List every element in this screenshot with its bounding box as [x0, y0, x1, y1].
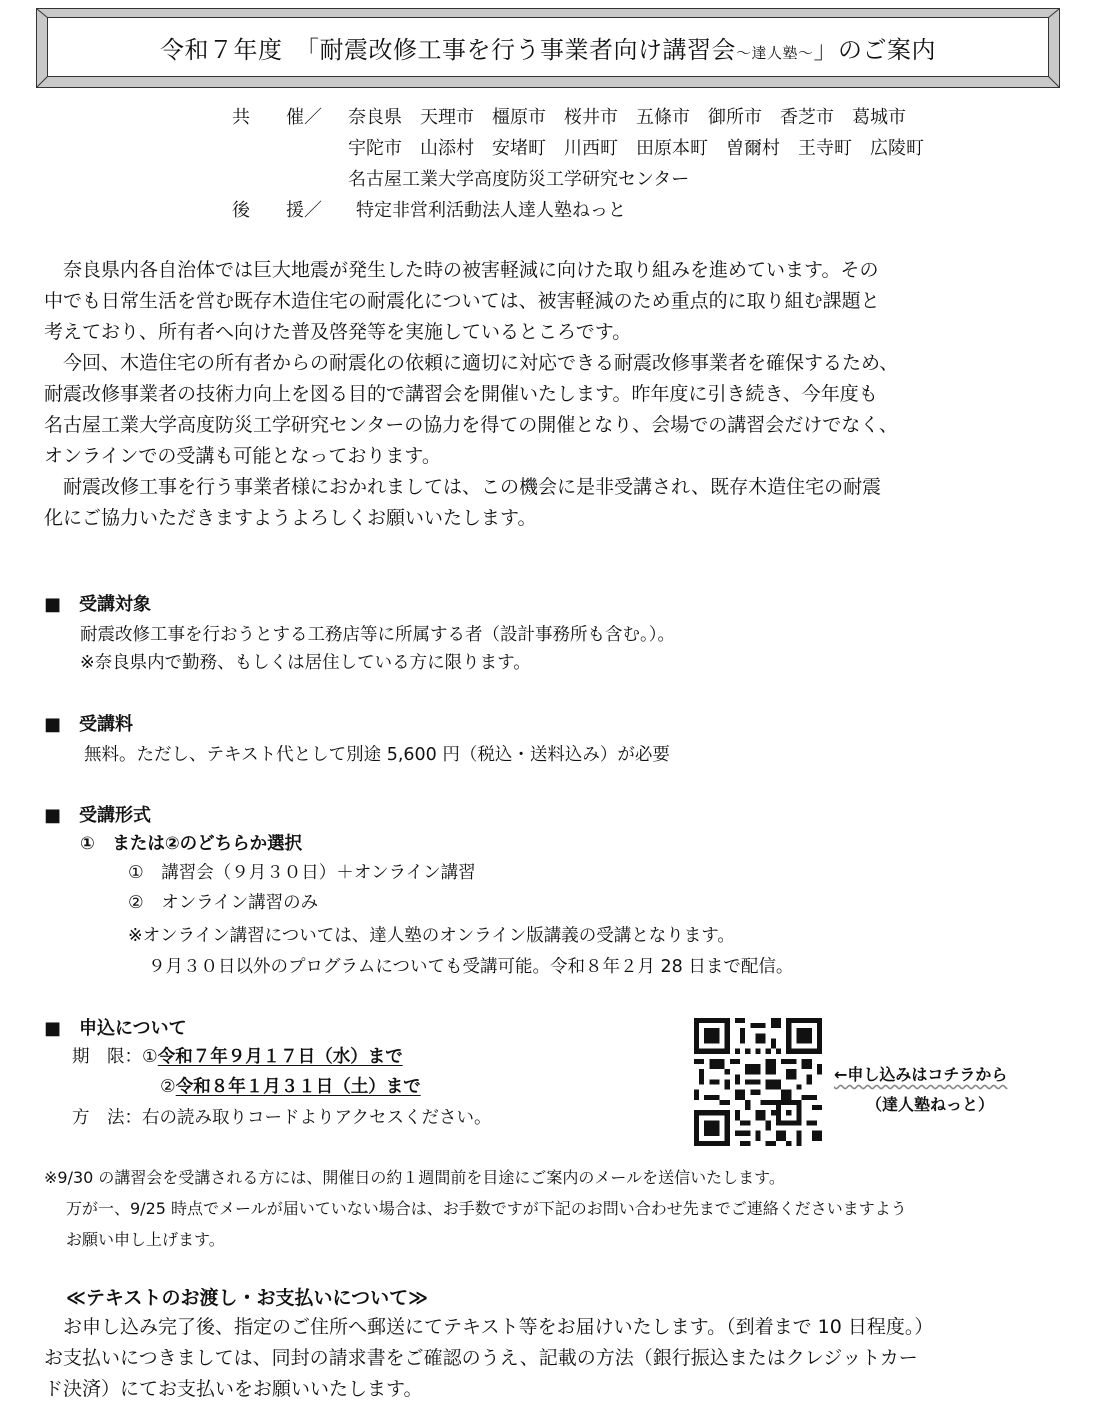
host-label: 共 催／ [232, 107, 322, 128]
title-main: 令和７年度 「耐震改修工事を行う事業者向け講習会 [159, 35, 736, 64]
delivery-line-3: ド決済）にてお支払いをお願いいたします。 [44, 1378, 423, 1400]
delivery-line-1: お申し込み完了後、指定のご住所へ郵送にてテキスト等をお届けいたします。（到着まで 10 日程度。） [44, 1316, 934, 1338]
format-heading: ■ 受講形式 [44, 805, 152, 826]
support-label: 後 援／ [232, 200, 322, 221]
format-option-2: ② オンライン講習のみ [128, 893, 319, 913]
apply-heading: ■ 申込について [44, 1018, 187, 1039]
intro-line: 耐震改修工事を行う事業者様におかれましては、この機会に是非受講され、既存木造住宅の耐震 [44, 476, 882, 498]
fee-line: 無料。ただし、テキスト代として別途 5,600 円（税込・送料込み）が必要 [84, 745, 670, 765]
qr-code-icon[interactable] [694, 1018, 822, 1146]
target-line-1: 耐震改修工事を行おうとする工務店等に所属する者（設計事務所も含む。）。 [80, 625, 675, 645]
intro-line: オンラインでの受講も可能となっております。 [44, 445, 441, 467]
delivery-heading: ≪テキストのお渡し・お支払いについて≫ [66, 1287, 429, 1309]
host-line-2: 宇陀市 山添村 安堵町 川西町 田原本町 曽爾村 王寺町 広陵町 [348, 138, 924, 159]
title-sub: ～達人塾～ [735, 43, 814, 62]
intro-line: 考えており、所有者へ向けた普及啓発等を実施しているところです。 [44, 321, 632, 343]
title-frame [36, 8, 1060, 88]
deadline-2: 令和８年１月３１日（土）まで [175, 1077, 421, 1097]
notice-line-2: 万が一、9/25 時点でメールが届いていない場合は、お手数ですが下記のお問い合わせ先までご連絡くださいますよう [66, 1199, 907, 1218]
intro-line: 化にご協力いただきますようよろしくお願いいたします。 [44, 507, 537, 529]
target-heading: ■ 受講対象 [44, 594, 152, 615]
notice-line-1: ※9/30 の講習会を受講される方には、開催日の約１週間前を目途にご案内のメールを送信いたします。 [44, 1168, 785, 1187]
format-option-1: ① 講習会（９月３０日）＋オンライン講習 [128, 863, 476, 883]
support-org: 特定非営利活動法人達人塾ねっと [356, 200, 626, 221]
format-note-1: ※オンライン講習については、達人塾のオンライン版講義の受講となります。 [128, 926, 735, 946]
target-line-2: ※奈良県内で勤務、もしくは居住している方に限ります。 [80, 653, 531, 673]
deadline-row-2 [160, 1073, 421, 1098]
page-title [160, 30, 936, 65]
host-line-1: 奈良県 天理市 橿原市 桜井市 五條市 御所市 香芝市 葛城市 [348, 107, 906, 128]
intro-line: 名古屋工業大学高度防災工学研究センターの協力を得ての開催となり、会場での講習会だけでなく、 [44, 414, 898, 436]
method-label: 方 法： [72, 1108, 142, 1128]
qr-sub-label: （達人塾ねっと） [866, 1095, 995, 1114]
format-note-2: ９月３０日以外のプログラムについても受講可能。令和８年２月 28 日まで配信。 [148, 957, 794, 977]
title-box [47, 17, 1049, 77]
delivery-line-2: お支払いにつきましては、同封の請求書をご確認のうえ、記載の方法（銀行振込またはクレジットカー [44, 1347, 918, 1369]
deadline-2-prefix: ② [160, 1077, 176, 1097]
deadline-label: 期 限： [72, 1047, 142, 1067]
deadline-1-prefix: ① [142, 1047, 158, 1067]
notice-line-3: お願い申し上げます。 [66, 1230, 225, 1249]
host-line-3: 名古屋工業大学高度防災工学研究センター [348, 169, 690, 190]
method-text: 右の読み取りコードよりアクセスください。 [142, 1108, 492, 1128]
title-end: 」のご案内 [813, 35, 936, 64]
fee-heading: ■ 受講料 [44, 714, 134, 735]
intro-line: 耐震改修事業者の技術力向上を図る目的で講習会を開催いたします。昨年度に引き続き、今年度も [44, 383, 878, 405]
intro-line: 中でも日常生活を営む既存木造住宅の耐震化については、被害軽減のため重点的に取り組む課題と [44, 290, 880, 312]
intro-line: 今回、木造住宅の所有者からの耐震化の依頼に適切に対応できる耐震改修事業者を確保するため、 [44, 352, 899, 374]
intro-line: 奈良県内各自治体では巨大地震が発生した時の被害軽減に向けた取り組みを進めています。その [44, 259, 879, 281]
format-choose: ① または②のどちらか選択 [80, 834, 303, 854]
deadline-row-1 [72, 1043, 403, 1068]
method-row [72, 1104, 491, 1129]
deadline-1: 令和７年９月１７日（水）まで [157, 1047, 403, 1067]
qr-arrow-label[interactable]: ←申し込みはコチラから [834, 1065, 1008, 1084]
